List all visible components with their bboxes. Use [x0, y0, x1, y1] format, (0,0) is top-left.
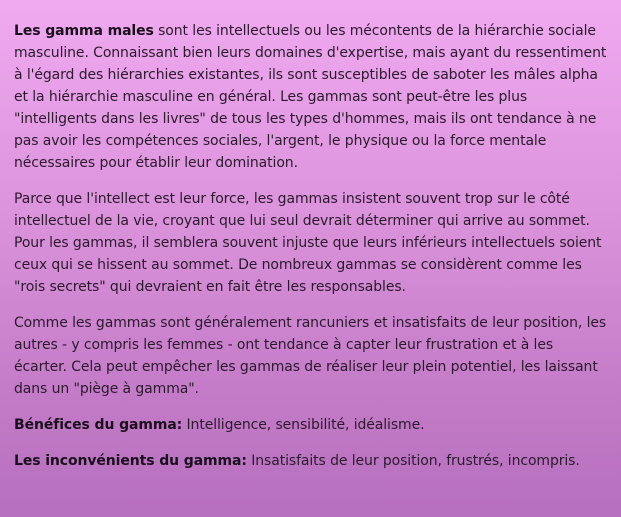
paragraph-intro [14, 20, 607, 174]
paragraph-frustration-text: Comme les gammas sont généralement rancuniers et insatisfaits de leur position, les autres - y compris les femmes - ont tendance à capter leur frustration et à les écarter. Cela peut empêcher les gammas de réaliser leur plein potentiel, les laissant dans un "piège à gamma". [14, 315, 607, 397]
paragraph-intro-text: sont les intellectuels ou les mécontents de la hiérarchie sociale masculine. Connaissant bien leurs domaines d'expertise, mais ayant du ressentiment à l'égard des hiérarchies existantes, ils sont susceptibles de saboter les mâles alpha et la hiérarchie masculine en général. Les gammas sont peut-être les plus "intelligents dans les livres" de tous les types d'hommes, mais ils ont tendance à ne pas avoir les compétences sociales, l'argent, le physique ou la force mentale nécessaires pour établir leur domination. [14, 23, 607, 171]
paragraph-intellect-text: Parce que l'intellect est leur force, les gammas insistent souvent trop sur le côté intellectuel de la vie, croyant que lui seul devrait déterminer qui arrive au sommet. Pour les gammas, il semblera souvent injuste que leurs inférieurs intellectuels soient ceux qui se hissent au sommet. De nombreux gammas se considèrent comme les "rois secrets" qui devraient en fait être les responsables. [14, 191, 602, 295]
drawbacks-heading: Les inconvénients du gamma: [14, 453, 247, 469]
paragraph-intellect [14, 188, 607, 298]
benefits-text: Intelligence, sensibilité, idéalisme. [182, 417, 425, 433]
benefits-heading: Bénéfices du gamma: [14, 417, 183, 433]
paragraph-benefits [14, 414, 607, 436]
drawbacks-text: Insatisfaits de leur position, frustrés, incompris. [246, 453, 580, 469]
term-gamma-males: Les gamma males [14, 23, 154, 39]
paragraph-drawbacks [14, 450, 607, 472]
paragraph-frustration [14, 312, 607, 400]
